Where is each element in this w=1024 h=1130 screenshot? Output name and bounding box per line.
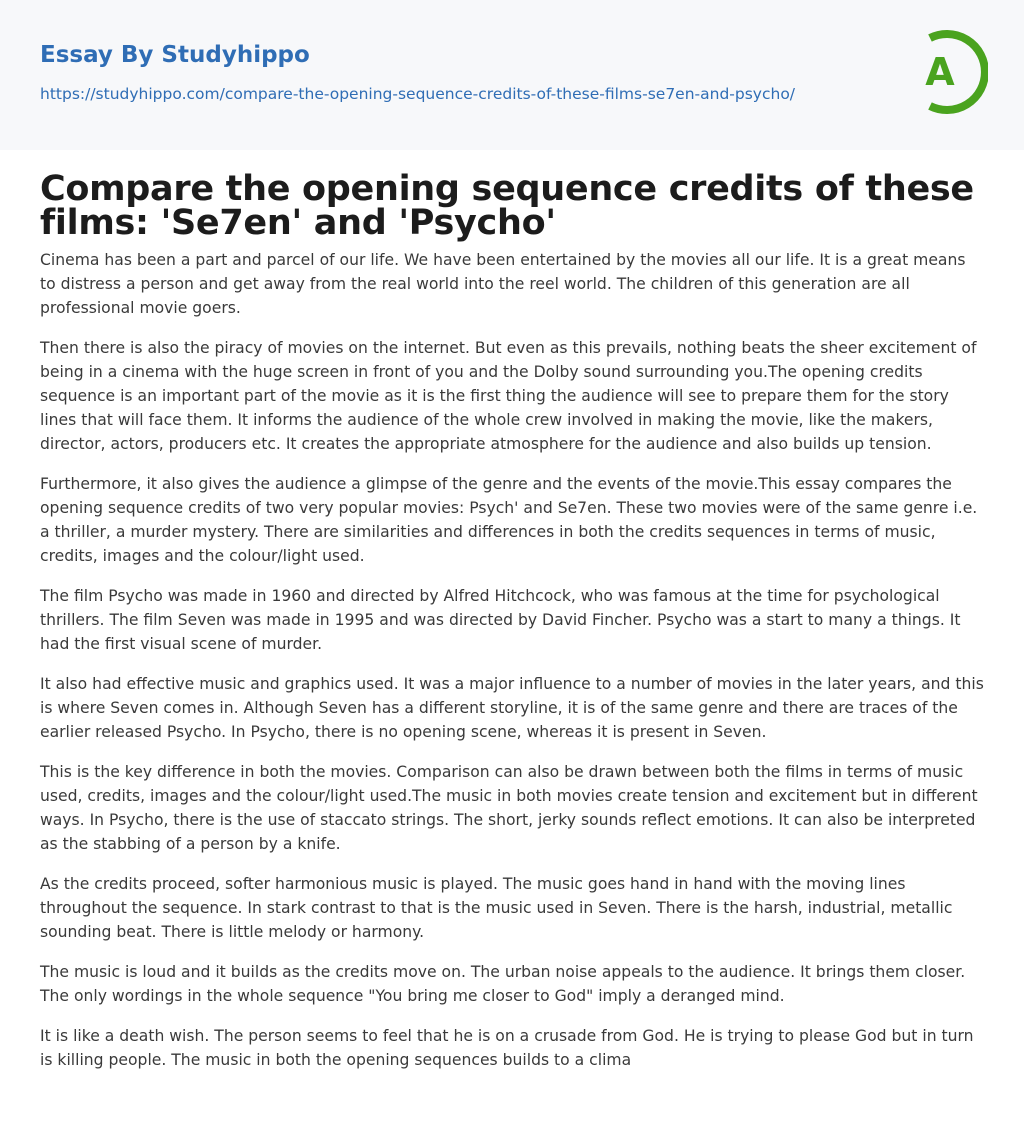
- paragraph: This is the key difference in both the movies. Comparison can also be drawn between both the films in terms of music used, credits, images and the colour/light used.The music in both movies create tension and excitement but in different ways. In Psycho, there is the use of staccato strings. The short, jerky sounds reflect emotions. It can also be interpreted as the stabbing of a person by a knife.: [40, 763, 978, 853]
- studyhippo-logo-icon[interactable]: [908, 28, 988, 116]
- article: [0, 150, 1024, 1072]
- paragraph: The film Psycho was made in 1960 and directed by Alfred Hitchcock, who was famous at the time for psychological thrillers. The film Seven was made in 1995 and was directed by David Fincher. Psycho was a start to many a things. It had the first visual scene of murder.: [40, 587, 961, 653]
- logo-letter: A: [925, 50, 955, 94]
- site-header: [0, 0, 1024, 150]
- paragraph: Cinema has been a part and parcel of our life. We have been entertained by the movies all our life. It is a great means to distress a person and get away from the real world into the reel world. The children of this generation are all professional movie goers.: [40, 251, 966, 317]
- site-brand[interactable]: Essay By Studyhippo: [40, 42, 310, 68]
- paragraph: Then there is also the piracy of movies on the internet. But even as this prevails, nothing beats the sheer excitement of being in a cinema with the huge screen in front of you and the Dolby sound surrounding you.The opening credits sequence is an important part of the movie as it is the first thing the audience will see to prepare them for the story lines that will face them. It informs the audience of the whole crew involved in making the movie, like the makers, director, actors, producers etc. It creates the appropriate atmosphere for the audience and also builds up tension.: [40, 339, 977, 453]
- paragraph: The music is loud and it builds as the credits move on. The urban noise appeals to the audience. It brings them closer. The only wordings in the whole sequence "You bring me closer to God" imply a deranged mind.: [40, 963, 966, 1005]
- paragraph: It is like a death wish. The person seems to feel that he is on a crusade from God. He is trying to please God but in turn is killing people. The music in both the opening sequences builds to a clima: [40, 1027, 974, 1069]
- article-title: Compare the opening sequence credits of these films: 'Se7en' and 'Psycho': [40, 169, 974, 243]
- paragraph: As the credits proceed, softer harmonious music is played. The music goes hand in hand with the moving lines throughout the sequence. In stark contrast to that is the music used in Seven. There is the harsh, industrial, metallic sounding beat. There is little melody or harmony.: [40, 875, 953, 941]
- paragraph: It also had effective music and graphics used. It was a major influence to a number of movies in the later years, and this is where Seven comes in. Although Seven has a different storyline, it is of the same genre and there are traces of the earlier released Psycho. In Psycho, there is no opening scene, whereas it is present in Seven.: [40, 675, 984, 741]
- essay-url-link[interactable]: https://studyhippo.com/compare-the-opening-sequence-credits-of-these-films-se7en-and-psycho/: [40, 85, 796, 103]
- article-body: [40, 248, 984, 1072]
- paragraph: Furthermore, it also gives the audience a glimpse of the genre and the events of the movie.This essay compares the opening sequence credits of two very popular movies: Psych' and Se7en. These two movies were of the same genre i.e. a thriller, a murder mystery. There are similarities and differences in both the credits sequences in terms of music, credits, images and the colour/light used.: [40, 475, 978, 565]
